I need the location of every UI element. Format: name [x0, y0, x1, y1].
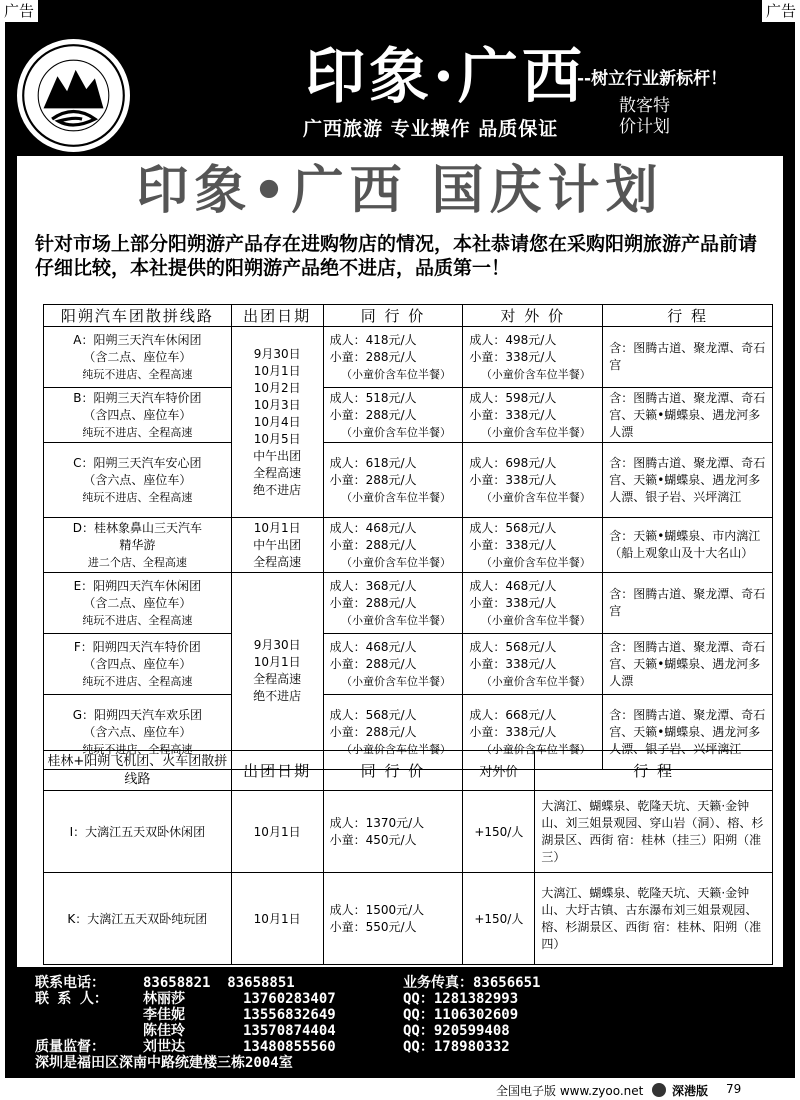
logo-emblem: [17, 39, 130, 152]
page-title: 印象•广西 国庆计划: [136, 161, 664, 221]
adult-price: 成人：498元/人: [469, 332, 557, 347]
trade-price-cell: [323, 388, 463, 443]
child-price: 小童：338元/人: [469, 537, 557, 552]
table-header: [44, 305, 773, 327]
route-note: 进二个店、全程高速: [87, 555, 187, 569]
itinerary-cell: 大漓江、蝴蝶泉、乾隆天坑、天籁·金钟山、大圩古镇、古东瀑布刘三姐景观园、榕、杉湖景区、西街 宿：桂林、阳朔（准四）: [535, 873, 773, 965]
child-price: 小童：288元/人: [329, 537, 417, 552]
retail-price-cell: [463, 573, 603, 634]
retail-price-cell: +150/人: [463, 873, 535, 965]
child-price: 小童：338元/人: [469, 595, 557, 610]
top-bar: [0, 0, 800, 22]
date-cell: 10月1日: [231, 791, 323, 873]
route-note: 纯玩不进店、全程高速: [82, 674, 193, 688]
child-price: 小童：288元/人: [329, 656, 417, 671]
date-line: 中午出团: [253, 537, 302, 552]
contact-mobile: 13570874404: [243, 1023, 336, 1039]
child-price: 小童：338元/人: [469, 349, 557, 364]
date-line: 绝不进店: [253, 482, 302, 497]
price-note: （小童价含车位半餐）: [341, 674, 451, 688]
route-cell: [44, 573, 232, 634]
route-note: 纯玩不进店、全程高速: [82, 742, 193, 756]
route-note: 纯玩不进店、全程高速: [82, 613, 193, 627]
special-line-2: 价计划: [619, 117, 670, 137]
route-cell: [44, 327, 232, 388]
contact-name: 李佳妮: [143, 1007, 185, 1023]
child-price: 小童：338元/人: [469, 472, 557, 487]
date-line: 10月3日: [253, 397, 301, 412]
table-bus-routes: [43, 304, 773, 770]
phone-numbers: 83658821 83658851: [143, 975, 295, 991]
col-header-route: 阳朔汽车团散拼线路: [44, 305, 232, 327]
col2-header-date: 出团日期: [231, 751, 323, 791]
child-price: 小童：288元/人: [329, 407, 417, 422]
route-note: 纯玩不进店、全程高速: [82, 490, 193, 504]
retail-price-cell: [463, 518, 603, 573]
contact-qq: QQ：1281382993: [403, 991, 519, 1007]
col-header-itinerary: 行 程: [603, 305, 773, 327]
table-row: [44, 873, 773, 965]
contact-name: 林丽莎: [143, 991, 185, 1007]
supervisor-line: [35, 1039, 540, 1055]
price-note: （小童价含车位半餐）: [341, 742, 451, 756]
child-price: 小童：288元/人: [329, 595, 417, 610]
supervisor-name: 刘世达: [143, 1039, 185, 1055]
fax-label: 业务传真：: [403, 975, 473, 991]
price-note: （小童价含车位半餐）: [480, 490, 591, 504]
price-note: （小童价含车位半餐）: [341, 490, 451, 504]
route-sub: （含二点、座位车）: [83, 595, 192, 610]
route-cell: [44, 388, 232, 443]
route-cell: K：大漓江五天双卧纯玩团: [44, 873, 232, 965]
retail-price-cell: [463, 327, 603, 388]
adult-price: 成人：468元/人: [469, 578, 557, 593]
itinerary-cell: 大漓江、蝴蝶泉、乾隆天坑、天籁·金钟山、刘三姐景观园、穿山岩（洞）、榕、杉湖景区、西街 宿：桂林（挂三）阳朔（准三）: [535, 791, 773, 873]
date-cell: [231, 518, 323, 573]
price-note: （小童价含车位半餐）: [341, 367, 451, 381]
special-price-label: [619, 96, 670, 138]
table2-header: [44, 751, 773, 791]
price-note: （小童价含车位半餐）: [480, 425, 591, 439]
ad-tag-left: 广告: [0, 0, 38, 22]
route-cell: [44, 443, 232, 518]
contact-person-line: [35, 991, 540, 1007]
route-sub: （含四点、座位车）: [83, 407, 192, 422]
date-line: 全程高速: [253, 672, 302, 686]
col2-header-route: 桂林+阳朔飞机团、火车团散拼线路: [44, 751, 232, 791]
route-name: D：桂林象鼻山三天汽车: [72, 520, 202, 535]
date-line: 10月4日: [253, 414, 301, 429]
contact-phone-line: [35, 975, 540, 991]
child-price: 小童：450元/人: [329, 832, 417, 847]
date-line: 9月30日: [253, 346, 301, 361]
contact-name: 陈佳玲: [143, 1023, 185, 1039]
adult-price: 成人：618元/人: [329, 455, 417, 470]
child-price: 小童：288元/人: [329, 472, 417, 487]
fax-number: 83656651: [473, 975, 541, 991]
adult-price: 成人：568元/人: [329, 707, 417, 722]
adult-price: 成人：468元/人: [329, 639, 417, 654]
adult-price: 成人：418元/人: [329, 332, 417, 347]
trade-price-cell: [323, 443, 463, 518]
adult-price: 成人：568元/人: [469, 520, 557, 535]
itinerary-cell: 含：图腾古道、聚龙潭、奇石宫、天籁•蝴蝶泉、遇龙河多人漂、银子岩、兴坪漓江: [603, 443, 773, 518]
contact-block: [35, 975, 540, 1071]
date-line: 10月1日: [253, 520, 301, 535]
date-line: 全程高速: [253, 465, 302, 480]
trade-price-cell: [323, 873, 463, 965]
col2-header-trade-price: 同 行 价: [323, 751, 463, 791]
adult-price: 成人：668元/人: [469, 707, 557, 722]
contact-person-line: [35, 1007, 540, 1023]
contact-person-line: [35, 1023, 540, 1039]
route-sub: （含六点、座位车）: [83, 472, 192, 487]
date-line: 10月1日: [253, 363, 301, 378]
slogan: --树立行业新标杆！: [577, 69, 728, 89]
edition-badge-icon: [652, 1083, 666, 1097]
table-row: [44, 443, 773, 518]
trade-price-cell: [323, 573, 463, 634]
date-line: 10月2日: [253, 380, 301, 395]
child-price: 小童：288元/人: [329, 349, 417, 364]
trade-price-cell: [323, 327, 463, 388]
child-price: 小童：550元/人: [329, 919, 417, 934]
footer-edition: 深港版: [672, 1084, 709, 1098]
trade-price-cell: [323, 518, 463, 573]
mountain-logo-icon: [20, 42, 127, 149]
itinerary-cell: 含：图腾古道、聚龙潭、奇石宫、天籁•蝴蝶泉、遇龙河多人漂、银子岩、兴坪漓江: [603, 695, 773, 770]
child-price: 小童：338元/人: [469, 724, 557, 739]
table-row: [44, 791, 773, 873]
itinerary-cell: 含：图腾古道、聚龙潭、奇石宫: [603, 327, 773, 388]
adult-price: 成人：1500元/人: [329, 902, 425, 917]
date-line: 绝不进店: [253, 689, 302, 703]
table-row: [44, 327, 773, 388]
adult-price: 成人：698元/人: [469, 455, 557, 470]
adult-price: 成人：368元/人: [329, 578, 417, 593]
itinerary-cell: 含：天籁•蝴蝶泉、市内漓江（船上观象山及十大名山）: [603, 518, 773, 573]
route-cell: [44, 634, 232, 695]
price-note: （小童价含车位半餐）: [341, 425, 451, 439]
adult-price: 成人：598元/人: [469, 390, 557, 405]
adult-price: 成人：568元/人: [469, 639, 557, 654]
contact-qq: QQ：1106302609: [403, 1007, 519, 1023]
route-note: 纯玩不进店、全程高速: [82, 425, 193, 439]
price-note: （小童价含车位半餐）: [480, 367, 591, 381]
price-note: （小童价含车位半餐）: [480, 674, 591, 688]
col2-header-retail-price: 对外价: [463, 751, 535, 791]
date-line: 全程高速: [253, 554, 302, 569]
price-note: （小童价含车位半餐）: [480, 555, 591, 569]
route-cell: I：大漓江五天双卧休闲团: [44, 791, 232, 873]
retail-price-cell: [463, 443, 603, 518]
route-name: B：阳朔三天汽车特价团: [73, 390, 202, 405]
route-name: A：阳朔三天汽车休闲团: [73, 332, 202, 347]
col-header-trade-price: 同 行 价: [323, 305, 463, 327]
date-line: 10月1日: [253, 655, 301, 669]
itinerary-cell: 含：图腾古道、聚龙潭、奇石宫、天籁•蝴蝶泉、遇龙河多人漂: [603, 634, 773, 695]
route-name: E：阳朔四天汽车休闲团: [73, 578, 202, 593]
route-name: G：阳朔四天汽车欢乐团: [72, 707, 203, 722]
price-note: （小童价含车位半餐）: [480, 742, 591, 756]
person-label: 联 系 人：: [35, 991, 108, 1007]
intro-text: 针对市场上部分阳朔游产品存在进购物店的情况，本社恭请您在采购阳朔旅游产品前请仔细比较，本社提供的阳朔游产品绝不进店，品质第一！: [35, 233, 758, 279]
contact-mobile: 13556832649: [243, 1007, 336, 1023]
route-cell: [44, 518, 232, 573]
table-row: [44, 573, 773, 634]
content-panel: [17, 156, 783, 967]
route-note: 纯玩不进店、全程高速: [82, 367, 193, 381]
child-price: 小童：338元/人: [469, 407, 557, 422]
route-name: C：阳朔三天汽车安心团: [73, 455, 202, 470]
price-note: （小童价含车位半餐）: [341, 555, 451, 569]
route-sub: （含四点、座位车）: [83, 656, 192, 671]
itinerary-cell: 含：图腾古道、聚龙潭、奇石宫: [603, 573, 773, 634]
supervisor-label: 质量监督：: [35, 1039, 105, 1055]
date-cell: 10月1日: [231, 873, 323, 965]
supervisor-mobile: 13480855560: [243, 1039, 336, 1055]
contact-mobile: 13760283407: [243, 991, 336, 1007]
trade-price-cell: [323, 791, 463, 873]
page-footer: [0, 1080, 800, 1100]
table-flight-train-routes: [43, 750, 773, 965]
footer-site[interactable]: 全国电子版 www.zyoo.net: [496, 1084, 644, 1098]
ad-frame: [5, 22, 795, 1078]
retail-price-cell: +150/人: [463, 791, 535, 873]
date-line: 中午出团: [253, 448, 302, 463]
col-header-date: 出团日期: [231, 305, 323, 327]
adult-price: 成人：518元/人: [329, 390, 417, 405]
date-cell: [231, 327, 323, 518]
itinerary-cell: 含：图腾古道、聚龙潭、奇石宫、天籁•蝴蝶泉、遇龙河多人漂: [603, 388, 773, 443]
phone-label: 联系电话：: [35, 975, 105, 991]
col-header-retail-price: 对 外 价: [463, 305, 603, 327]
price-note: （小童价含车位半餐）: [341, 613, 451, 627]
tagline: 广西旅游 专业操作 品质保证: [303, 118, 559, 140]
date-cell: [231, 573, 323, 770]
adult-price: 成人：1370元/人: [329, 815, 425, 830]
brand-name: 印象·广西: [305, 42, 586, 112]
route-name: F：阳朔四天汽车特价团: [73, 639, 201, 654]
route-sub: （含二点、座位车）: [83, 349, 192, 364]
price-note: （小童价含车位半餐）: [480, 613, 591, 627]
adult-price: 成人：468元/人: [329, 520, 417, 535]
child-price: 小童：338元/人: [469, 656, 557, 671]
child-price: 小童：288元/人: [329, 724, 417, 739]
trade-price-cell: [323, 634, 463, 695]
date-line: 10月5日: [253, 431, 301, 446]
ad-tag-right: 广告: [762, 0, 800, 22]
table-row: [44, 518, 773, 573]
route-sub: 精华游: [119, 537, 156, 552]
page-number: 79: [726, 1082, 742, 1096]
route-sub: （含六点、座位车）: [83, 724, 192, 739]
table-row: [44, 388, 773, 443]
retail-price-cell: [463, 388, 603, 443]
address-line: 深圳是福田区深南中路统建楼三栋2004室: [35, 1055, 293, 1071]
col2-header-itinerary: 行 程: [535, 751, 773, 791]
retail-price-cell: [463, 634, 603, 695]
special-line-1: 散客特: [619, 96, 670, 116]
date-line: 9月30日: [253, 638, 301, 652]
contact-qq: QQ：920599408: [403, 1023, 510, 1039]
table-row: [44, 634, 773, 695]
supervisor-qq: QQ：178980332: [403, 1039, 510, 1055]
